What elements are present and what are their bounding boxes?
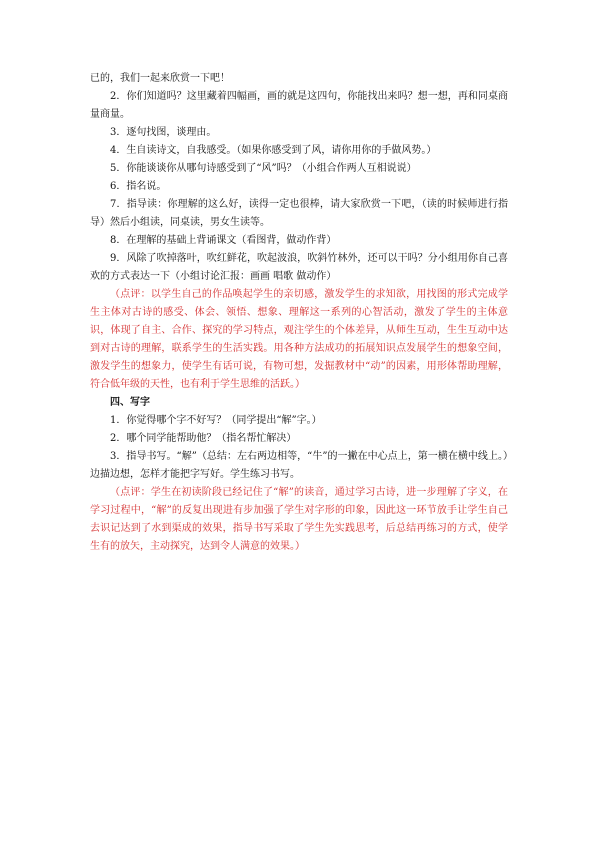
step-4: 4．生自读诗文，自我感受。（如果你感受到了风，请你用你的手做风势。） — [110, 145, 437, 156]
section3-continuation: 已的，我们一起来欣赏一下吧！ — [90, 73, 230, 84]
writing-step-3: 3．指导书写。“解”（总结：左右两边相等，“牛”的一撇在中心点上，第一横在横中线上。）边描边想，怎样才能把字写好。学生练习书写。 — [90, 451, 508, 480]
step-7: 7．指导读：你理解的这么好，读得一定也很棒，请大家欣赏一下吧，（读的时候师进行指导）然后小组读，同桌读，男女生读等。 — [90, 199, 508, 228]
document-page — [90, 70, 508, 556]
teacher-comment-2: （点评：学生在初读阶段已经记住了“解”的读音，通过学习古诗，进一步理解了字义，在学习过程中，“解”的反复出现进有步加强了学生对字形的印象，因此这一环节放手让学生自己去识记达到了水到渠成的效果，指导书写采取了学生先实践思考，后总结再练习的方式，使学生有的放矢，主动探究，达到令人满意的效果。） — [90, 487, 508, 552]
step-5: 5．你能谈谈你从哪句诗感受到了“风”吗？（小组合作两人互相说说） — [110, 163, 417, 174]
writing-step-2: 2．哪个同学能帮助他？（指名帮忙解决） — [110, 433, 297, 444]
step-8: 8．在理解的基础上背诵课文（看图背，做动作背） — [110, 235, 337, 246]
step-3: 3．逐句找图，谈理由。 — [110, 127, 217, 138]
section-heading-writing: 四、写字 — [110, 397, 150, 408]
teacher-comment-1: （点评：以学生自己的作品唤起学生的亲切感，激发学生的求知欲，用找图的形式完成学生主体对古诗的感受、体会、领悟、想象、理解这一系列的心智活动，激发了学生的主体意识，体现了自主、合作、探究的学习特点，观注学生的个体差异，从师生互动，生生互动中达到对古诗的理解，联系学生的生活实践。用各种方法成功的拓展知识点发展学生的想象空间，激发学生的想象力，使学生有话可说，有物可想，发掘教材中“动”的因素，用形体帮助理解，符合低年级的天性，也有利于学生思维的活跃。） — [90, 289, 508, 390]
step-2: 2．你们知道吗？这里藏着四幅画，画的就是这四句，你能找出来吗？想一想，再和同桌商量商量。 — [90, 91, 508, 120]
step-9: 9．风除了吹掉落叶，吹红鲜花，吹起波浪，吹斜竹林外，还可以干吗？分小组用你自己喜欢的方式表达一下（小组讨论汇报：画画 唱歌 做动作） — [90, 253, 508, 282]
writing-step-1: 1．你觉得哪个字不好写？（同学提出“解”字。） — [110, 415, 322, 426]
step-6: 6．指名说。 — [110, 181, 167, 192]
